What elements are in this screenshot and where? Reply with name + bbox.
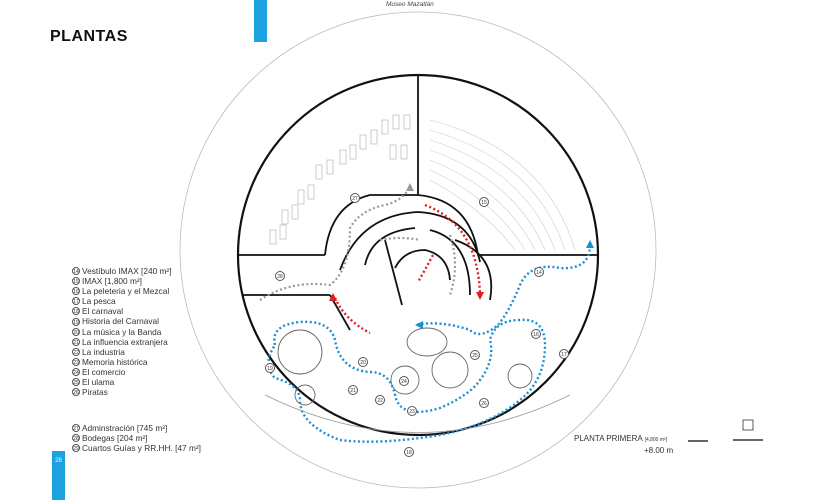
legend-exhibits (72, 266, 171, 397)
legend-number: 18 (73, 309, 79, 316)
legend-number: 19 (73, 319, 79, 326)
imax-seating (430, 120, 575, 250)
planta-area: [4,800 m²] (644, 437, 668, 443)
legend-services (72, 423, 201, 453)
plan-marker: 24 (399, 376, 409, 386)
legend-number: 24 (73, 369, 79, 376)
plan-marker: 26 (479, 398, 489, 408)
legend-number: 17 (73, 299, 79, 306)
legend-label: Piratas (82, 387, 108, 398)
legend-item (72, 347, 171, 357)
legend-item (72, 443, 201, 453)
legend-item (72, 296, 171, 306)
legend-label: Adminstración [745 m²] (82, 423, 168, 433)
plan-marker: 15 (479, 197, 489, 207)
plan-marker: 22 (375, 395, 385, 405)
legend-item (72, 337, 171, 347)
legend-item (72, 276, 171, 286)
legend-number: 26 (73, 390, 79, 397)
plan-marker: 28 (275, 271, 285, 281)
plan-marker: 17 (559, 349, 569, 359)
legend-label: Cuartos Guías y RR.HH. [47 m²] (82, 443, 201, 454)
legend-number: 20 (73, 329, 79, 336)
legend-item (72, 327, 171, 337)
legend-number: 16 (73, 289, 79, 296)
legend-number: 23 (73, 359, 79, 366)
legend-number: 25 (73, 380, 79, 387)
plan-marker: 25 (470, 350, 480, 360)
legend-label: El comercio (82, 366, 126, 377)
legend-label: El carnaval (82, 306, 124, 317)
page-title: PLANTAS (50, 28, 128, 45)
legend-number: 15 (73, 279, 79, 286)
plan-marker: 16 (531, 329, 541, 339)
legend-label: La peleteria y el Mezcal (82, 286, 170, 297)
plan-marker: 18 (404, 447, 414, 457)
planta-level: +8.00 m (644, 446, 674, 455)
legend-label: Bodegas [204 m²] (82, 433, 148, 444)
legend-number: 14 (73, 269, 79, 276)
scale-bar (688, 420, 763, 441)
legend-number: 29 (73, 446, 79, 453)
legend-number: 28 (73, 436, 79, 443)
legend-label: Memoria histórica (82, 356, 148, 367)
legend-item (72, 286, 171, 296)
legend-label: Historia del Carnaval (82, 316, 160, 327)
legend-item (72, 306, 171, 316)
legend-item (72, 316, 171, 326)
legend-number: 22 (73, 349, 79, 356)
legend-number: 21 (73, 339, 79, 346)
planta-label (574, 434, 667, 443)
legend-label: La influencia extranjera (82, 336, 168, 347)
legend-label: La industria (82, 346, 125, 357)
legend-label: La pesca (82, 296, 116, 307)
legend-item (72, 423, 201, 433)
legend-label: IMAX [1,800 m²] (82, 276, 142, 287)
legend-number: 27 (73, 426, 79, 433)
plan-marker: 27 (350, 193, 360, 203)
walls (238, 75, 598, 330)
plan-marker: 21 (348, 385, 358, 395)
plan-marker: 23 (407, 406, 417, 416)
admin-desks (270, 115, 410, 244)
legend-item (72, 357, 171, 367)
planta-name: PLANTA PRIMERA (574, 434, 643, 443)
plan-marker: 20 (358, 357, 368, 367)
page-number: 28 (55, 458, 62, 464)
legend-item (72, 266, 171, 276)
legend-label: La música y la Banda (82, 326, 162, 337)
header-caption: Museo Mazatlán (386, 1, 434, 8)
plan-marker: 14 (534, 267, 544, 277)
legend-item (72, 433, 201, 443)
legend-label: Vestíbulo IMAX [240 m²] (82, 266, 172, 276)
legend-label: El ulama (82, 377, 115, 388)
legend-item (72, 367, 171, 377)
legend-item (72, 387, 171, 397)
legend-item (72, 377, 171, 387)
plan-marker: 19 (265, 363, 275, 373)
exhibit-shapes (278, 328, 532, 405)
